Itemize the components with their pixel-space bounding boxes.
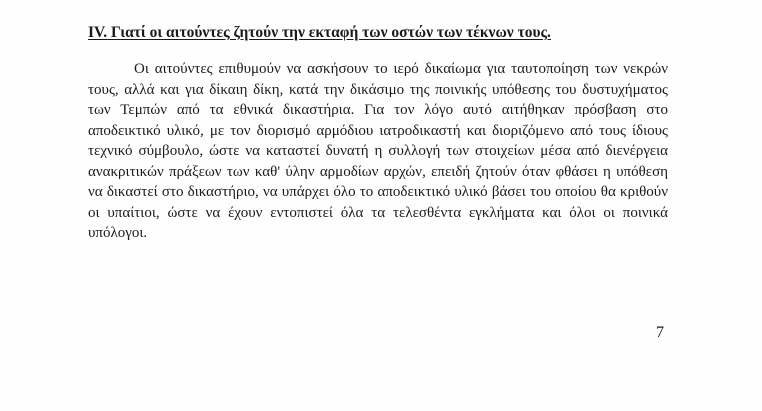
paragraph-line: υπόλογοι. bbox=[88, 225, 148, 241]
page-number: 7 bbox=[656, 324, 664, 341]
section-paragraph bbox=[88, 59, 668, 244]
section-heading: IV. Γιατί οι αιτούντες ζητούν την εκταφή των οστών των τέκνων τους. bbox=[88, 24, 551, 41]
paragraph-line: Οι αιτούντες επιθυμούν να ασκήσουν το ιερό δικαίωμα για ταυτοποίηση των νεκρών bbox=[134, 61, 668, 77]
paragraph-line: να δικαστεί στο δικαστήριο, να υπάρχει όλο το αποδεικτικό υλικό βάσει του οποίου θα κριθούν bbox=[88, 184, 668, 200]
paragraph-line: τεχνικό σύμβουλο, ώστε να καταστεί δυνατή η συλλογή των στοιχείων μέσα από διενέργεια bbox=[88, 143, 668, 159]
paragraph-line: οι υπαίτιοι, ώστε να έχουν εντοπιστεί όλα τα τελεσθέντα εγκλήματα και όλοι οι ποινικά bbox=[88, 204, 668, 221]
paragraph-line: των Τεμπών από τα εθνικά δικαστήρια. Για τον λόγο αυτό αιτήθηκαν πρόσβαση στο bbox=[88, 102, 668, 118]
paragraph-line: ανακριτικών πράξεων των καθ' ύλην αρμοδίων αρχών, επειδή ζητούν όταν φθάσει η υπόθεση bbox=[88, 163, 668, 180]
paragraph-line: αποδεικτικό υλικό, με τον διορισμό αρμόδιου ιατροδικαστή και διοριζόμενο από τους ίδιους bbox=[88, 122, 668, 139]
paragraph-line: τους, αλλά και για δίκαιη δίκη, κατά την δικάσιμο της ποινικής υπόθεσης του δυστυχήματος bbox=[88, 81, 668, 98]
